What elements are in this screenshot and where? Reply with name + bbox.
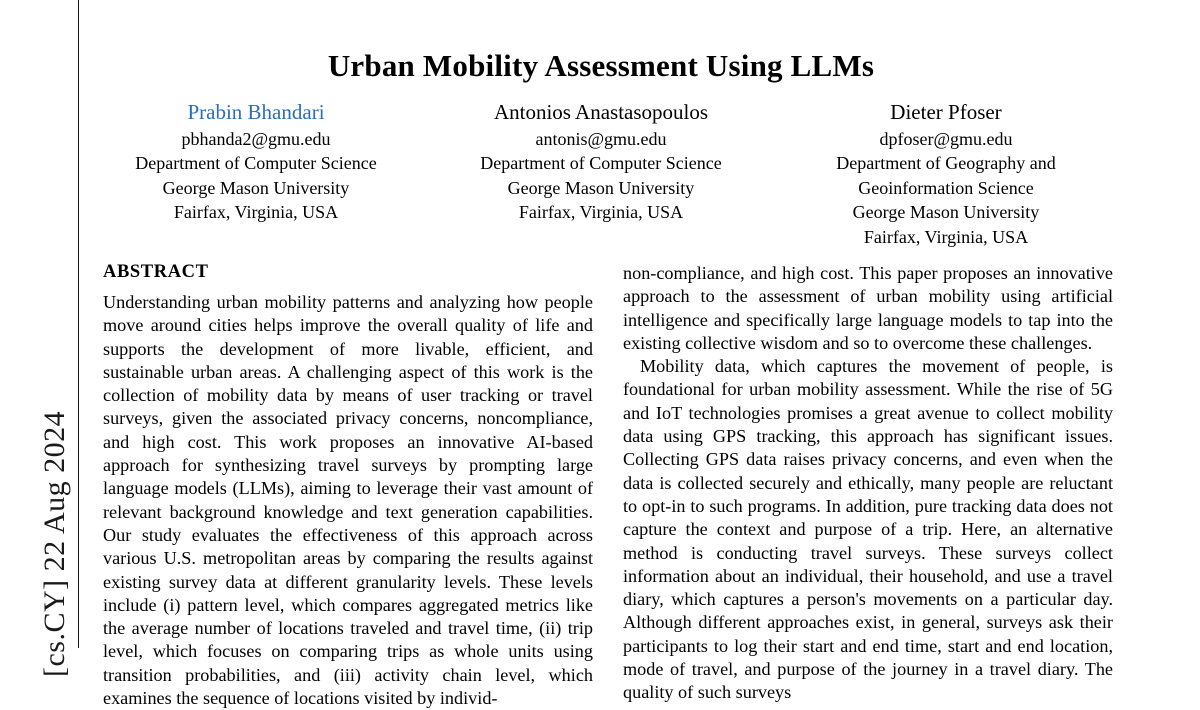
body-columns [86,262,1116,709]
paper-page [86,0,1200,709]
column-right [623,262,1113,705]
page-title: Urban Mobility Assessment Using LLMs [327,48,875,83]
author-name: Dieter Pfoser [890,100,1002,124]
author-affiliation-line: George Mason University [162,177,350,198]
author-affiliation-line: Department of Computer Science [480,153,722,173]
intro-paragraph-continued: non-compliance, and high cost. This paper proposes an innovative approach to the assessment of urban mobility using artificial intelligence and specifically large language models to tap into the existing collective wisdom and so to overcome these challenges. [623,263,1113,353]
author-affiliation-line: Geoinformation Science [858,177,1034,198]
arxiv-stamp [0,0,86,677]
author-affiliation-line: George Mason University [507,177,695,198]
author-name: Antonios Anastasopoulos [493,100,709,124]
author-affiliation-line: Department of Computer Science [135,153,377,173]
abstract-heading: ABSTRACT [103,262,209,282]
author-affiliation-line: Fairfax, Virginia, USA [518,202,684,222]
author-block [86,100,1116,249]
column-left [103,262,593,710]
author-affiliation-line: Fairfax, Virginia, USA [863,226,1029,247]
author-entry [776,100,1116,249]
author-entry [431,100,771,249]
author-email: dpfoser@gmu.edu [879,128,1013,149]
author-entry [86,100,426,249]
author-name[interactable]: Prabin Bhandari [187,100,325,124]
author-email: antonis@gmu.edu [535,128,667,149]
intro-paragraph-mobility-data: Mobility data, which captures the movement of people, is foundational for urban mobility assessment. While the rise of 5G and IoT technologies promises a great avenue to collect mobility data using GPS tracking, this approach has significant issues. Collecting GPS data raises privacy concerns, and even when the data is collected securely and ethically, many people are reluctant to opt-in to such programs. In addition, pure tracking data does not capture the context and purpose of a trip. Here, an alternative method is conducting travel surveys. These surveys collect information about an individual, their household, and use a travel diary, which captures a person's movements on a particular day. Although different approaches exist, in general, surveys ask their participants to log their start and end time, start and end location, mode of travel, and purpose of the journey in a travel diary. The quality of such surveys [623,356,1113,703]
author-email: pbhanda2@gmu.edu [181,128,331,149]
abstract-text: Understanding urban mobility patterns and analyzing how people move around cities helps improve the overall quality of life and supports the development of more livable, efficient, and sustainable urban areas. A challenging aspect of this work is the collection of mobility data by means of user tracking or travel surveys, given the associated privacy concerns, noncompliance, and high cost. This work proposes an innovative AI-based approach for synthesizing travel surveys by prompting large language models (LLMs), aiming to leverage their vast amount of relevant background knowledge and text generation capabilities. Our study evaluates the effectiveness of this approach across various U.S. metropolitan areas by comparing the results against existing survey data at different granularity levels. These levels include (i) pattern level, which compares aggregated metrics like the average number of locations traveled and travel time, (ii) trip level, which focuses on comparing trips as whole units using transition probabilities, and (iii) activity chain level, which examines the sequence of locations visited by individ- [103,292,593,709]
author-affiliation-line: Fairfax, Virginia, USA [173,202,339,222]
author-affiliation-line: Department of Geography and [836,153,1056,173]
page-edge-rule [78,0,79,648]
author-affiliation-line: George Mason University [852,202,1040,222]
arxiv-stamp-text: [cs.CY] 22 Aug 2024 [38,410,71,677]
